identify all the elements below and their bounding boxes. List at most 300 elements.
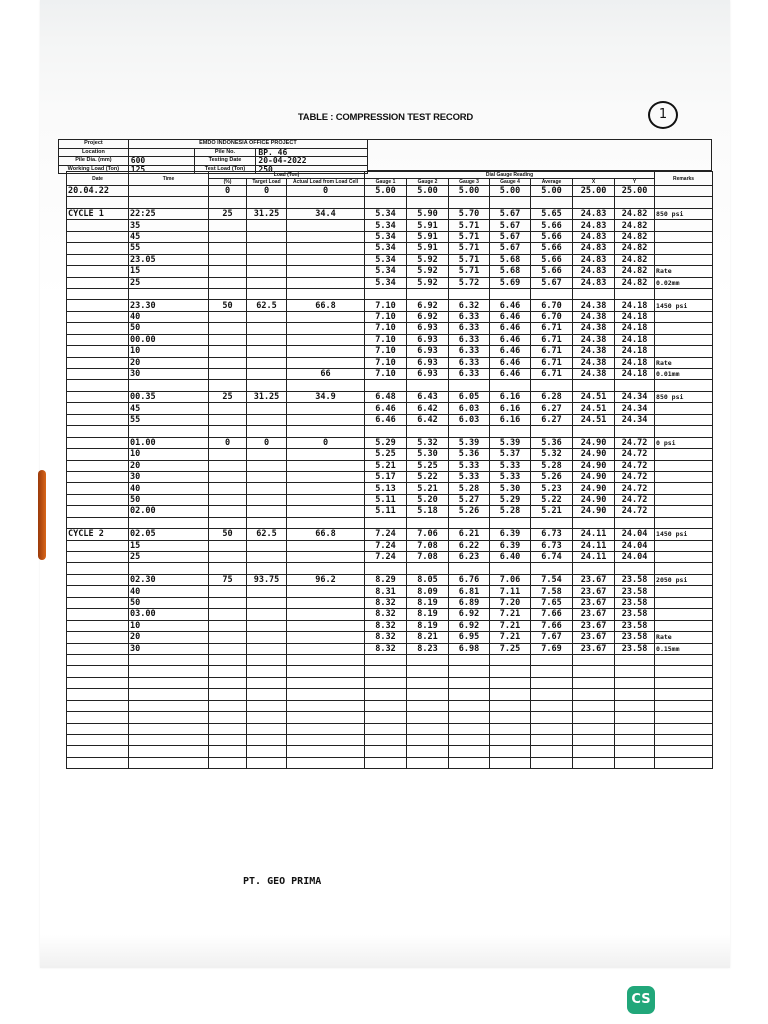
- table-cell: 66: [287, 369, 365, 380]
- table-cell: 5.23: [531, 483, 573, 494]
- table-row: [67, 735, 713, 746]
- table-row: [67, 586, 713, 597]
- table-cell: 6.98: [449, 643, 490, 654]
- table-row: [67, 757, 713, 768]
- info-row-location: [59, 148, 368, 157]
- table-cell: [67, 586, 129, 597]
- table-cell: [407, 197, 449, 208]
- table-row: [67, 449, 713, 460]
- table-cell: [209, 460, 247, 471]
- col-date: Date: [67, 172, 129, 186]
- table-cell: 7.10: [365, 357, 407, 368]
- table-cell: 02.30: [129, 574, 209, 585]
- table-cell: [615, 666, 655, 677]
- table-cell: 35: [129, 220, 209, 231]
- table-cell: 24.11: [573, 552, 615, 563]
- table-cell: 5.26: [449, 506, 490, 517]
- table-cell: [67, 597, 129, 608]
- table-cell: [615, 197, 655, 208]
- table-cell: [247, 746, 287, 757]
- table-cell: [287, 517, 365, 528]
- table-cell: 5.00: [490, 186, 531, 197]
- table-cell: [67, 563, 129, 574]
- table-cell: [67, 220, 129, 231]
- table-cell: 45: [129, 403, 209, 414]
- table-cell: [247, 277, 287, 288]
- table-cell: 24.90: [573, 506, 615, 517]
- table-cell: [655, 494, 713, 505]
- col-remarks: Remarks: [655, 172, 713, 186]
- table-cell: 5.32: [531, 449, 573, 460]
- table-cell: [615, 517, 655, 528]
- table-cell: [67, 243, 129, 254]
- table-row: [67, 403, 713, 414]
- table-cell: 0: [287, 186, 365, 197]
- table-cell: [655, 746, 713, 757]
- table-cell: [209, 334, 247, 345]
- table-cell: [655, 186, 713, 197]
- table-cell: [67, 277, 129, 288]
- table-cell: [287, 220, 365, 231]
- table-cell: [365, 426, 407, 437]
- table-cell: 7.08: [407, 540, 449, 551]
- table-cell: [287, 471, 365, 482]
- table-cell: 5.22: [531, 494, 573, 505]
- table-cell: 6.73: [531, 540, 573, 551]
- col-gauge-1: Gauge 1: [365, 179, 407, 186]
- table-cell: 6.21: [449, 529, 490, 540]
- table-cell: [209, 757, 247, 768]
- table-cell: [209, 540, 247, 551]
- table-cell: [449, 723, 490, 734]
- table-cell: 6.93: [407, 357, 449, 368]
- table-cell: [287, 357, 365, 368]
- table-row: [67, 494, 713, 505]
- table-cell: [209, 597, 247, 608]
- table-cell: 6.46: [490, 311, 531, 322]
- table-cell: 5.22: [407, 471, 449, 482]
- table-cell: [655, 231, 713, 242]
- table-cell: CYCLE 1: [67, 208, 129, 219]
- table-cell: 24.11: [573, 529, 615, 540]
- table-cell: 50: [129, 597, 209, 608]
- table-cell: [247, 563, 287, 574]
- table-cell: [287, 231, 365, 242]
- table-cell: [573, 426, 615, 437]
- table-cell: 24.34: [615, 391, 655, 402]
- table-cell: 30: [129, 369, 209, 380]
- table-cell: [247, 449, 287, 460]
- table-cell: [67, 300, 129, 311]
- table-cell: [209, 197, 247, 208]
- table-cell: [615, 757, 655, 768]
- table-cell: [655, 552, 713, 563]
- table-cell: [490, 712, 531, 723]
- table-cell: [129, 712, 209, 723]
- table-cell: [490, 517, 531, 528]
- table-cell: 24.04: [615, 540, 655, 551]
- table-cell: [287, 666, 365, 677]
- table-cell: [287, 597, 365, 608]
- table-cell: 23.58: [615, 620, 655, 631]
- table-cell: [531, 197, 573, 208]
- table-cell: 7.21: [490, 632, 531, 643]
- table-cell: [247, 620, 287, 631]
- table-cell: 24.90: [573, 483, 615, 494]
- table-cell: 5.67: [490, 208, 531, 219]
- table-cell: 5.67: [490, 220, 531, 231]
- table-row: [67, 277, 713, 288]
- table-cell: [365, 735, 407, 746]
- table-cell: 24.34: [615, 403, 655, 414]
- table-cell: [490, 197, 531, 208]
- table-cell: [247, 254, 287, 265]
- table-cell: [129, 757, 209, 768]
- table-cell: [407, 380, 449, 391]
- table-cell: [67, 254, 129, 265]
- table-cell: [67, 723, 129, 734]
- table-cell: 5.21: [531, 506, 573, 517]
- table-cell: [67, 757, 129, 768]
- table-cell: 8.19: [407, 609, 449, 620]
- table-cell: [531, 723, 573, 734]
- table-cell: 40: [129, 311, 209, 322]
- table-cell: [407, 666, 449, 677]
- table-cell: 24.82: [615, 254, 655, 265]
- table-cell: 5.28: [449, 483, 490, 494]
- table-cell: 24.82: [615, 243, 655, 254]
- table-row: [67, 609, 713, 620]
- table-cell: [490, 746, 531, 757]
- table-cell: 20: [129, 632, 209, 643]
- table-cell: [615, 746, 655, 757]
- col-gauge-3: Gauge 3: [449, 179, 490, 186]
- table-cell: 5.69: [490, 277, 531, 288]
- table-cell: 24.18: [615, 323, 655, 334]
- table-cell: [67, 414, 129, 425]
- table-cell: [209, 323, 247, 334]
- table-cell: 24.38: [573, 300, 615, 311]
- table-cell: [449, 380, 490, 391]
- table-cell: 5.20: [407, 494, 449, 505]
- table-row: [67, 266, 713, 277]
- table-cell: [67, 540, 129, 551]
- table-cell: [531, 563, 573, 574]
- table-cell: 25: [129, 552, 209, 563]
- table-cell: [67, 334, 129, 345]
- table-cell: 5.90: [407, 208, 449, 219]
- table-cell: [209, 426, 247, 437]
- table-cell: [490, 288, 531, 299]
- table-cell: [129, 666, 209, 677]
- table-cell: [287, 723, 365, 734]
- table-cell: [573, 700, 615, 711]
- table-cell: 5.11: [365, 494, 407, 505]
- table-cell: [531, 654, 573, 665]
- table-cell: 23.58: [615, 586, 655, 597]
- table-cell: 01.00: [129, 437, 209, 448]
- table-cell: 24.90: [573, 449, 615, 460]
- table-row: [67, 471, 713, 482]
- table-cell: [449, 654, 490, 665]
- table-cell: 7.11: [490, 586, 531, 597]
- table-cell: 24.83: [573, 277, 615, 288]
- table-cell: [449, 700, 490, 711]
- table-cell: 24.38: [573, 369, 615, 380]
- table-cell: [129, 723, 209, 734]
- table-cell: [209, 643, 247, 654]
- table-cell: 7.66: [531, 609, 573, 620]
- project-label: Project: [59, 140, 129, 149]
- table-cell: [247, 460, 287, 471]
- table-cell: [615, 654, 655, 665]
- table-cell: [490, 563, 531, 574]
- table-cell: [247, 654, 287, 665]
- table-cell: 24.72: [615, 483, 655, 494]
- table-cell: 7.65: [531, 597, 573, 608]
- table-cell: [573, 197, 615, 208]
- table-cell: 23.58: [615, 643, 655, 654]
- table-cell: [615, 689, 655, 700]
- table-cell: [655, 471, 713, 482]
- table-cell: [407, 426, 449, 437]
- table-cell: 5.28: [490, 506, 531, 517]
- table-cell: 5.18: [407, 506, 449, 517]
- table-cell: [67, 746, 129, 757]
- table-cell: 5.00: [531, 186, 573, 197]
- table-cell: [655, 254, 713, 265]
- table-row: [67, 540, 713, 551]
- table-cell: [287, 757, 365, 768]
- table-cell: 7.20: [490, 597, 531, 608]
- table-cell: [490, 735, 531, 746]
- table-cell: [573, 712, 615, 723]
- pile-dia-label: Pile Dia. (mm): [59, 157, 129, 166]
- camscanner-logo: CS: [627, 986, 655, 1014]
- col-pct: (%): [209, 179, 247, 186]
- table-cell: [655, 666, 713, 677]
- table-cell: 24.38: [573, 323, 615, 334]
- table-cell: 00.00: [129, 334, 209, 345]
- table-cell: 23.30: [129, 300, 209, 311]
- table-cell: 0: [209, 186, 247, 197]
- table-cell: 23.58: [615, 597, 655, 608]
- table-cell: [247, 380, 287, 391]
- table-cell: [573, 666, 615, 677]
- table-cell: 66.8: [287, 300, 365, 311]
- table-cell: [573, 288, 615, 299]
- table-cell: [531, 380, 573, 391]
- table-cell: [67, 552, 129, 563]
- table-cell: 24.82: [615, 266, 655, 277]
- table-cell: [247, 712, 287, 723]
- table-cell: [67, 689, 129, 700]
- table-cell: 24.90: [573, 437, 615, 448]
- table-row: [67, 632, 713, 643]
- table-cell: [655, 654, 713, 665]
- table-cell: [247, 586, 287, 597]
- table-cell: 24.11: [573, 540, 615, 551]
- table-cell: 5.00: [365, 186, 407, 197]
- table-row: [67, 677, 713, 688]
- table-cell: [449, 563, 490, 574]
- table-cell: 5.21: [365, 460, 407, 471]
- company-footer: PT. GEO PRIMA: [243, 876, 322, 887]
- table-cell: [655, 346, 713, 357]
- table-cell: [209, 517, 247, 528]
- table-cell: [209, 609, 247, 620]
- table-cell: [531, 712, 573, 723]
- table-cell: [449, 197, 490, 208]
- table-cell: [209, 666, 247, 677]
- table-cell: 0.01mm: [655, 369, 713, 380]
- table-cell: 5.25: [407, 460, 449, 471]
- table-cell: 5.66: [531, 254, 573, 265]
- table-cell: [615, 677, 655, 688]
- table-cell: 23.67: [573, 574, 615, 585]
- table-cell: 24.18: [615, 300, 655, 311]
- table-cell: [407, 689, 449, 700]
- table-cell: 5.66: [531, 231, 573, 242]
- table-cell: [490, 757, 531, 768]
- table-row: [67, 311, 713, 322]
- table-cell: [287, 277, 365, 288]
- table-cell: [573, 563, 615, 574]
- table-cell: [573, 723, 615, 734]
- table-cell: [209, 494, 247, 505]
- test-load-label: Test Load (Ton): [194, 165, 256, 174]
- table-cell: 23.67: [573, 643, 615, 654]
- table-cell: [247, 517, 287, 528]
- table-cell: 6.81: [449, 586, 490, 597]
- table-cell: Rate: [655, 357, 713, 368]
- table-cell: [247, 288, 287, 299]
- table-cell: 8.31: [365, 586, 407, 597]
- table-cell: 03.00: [129, 609, 209, 620]
- table-cell: [67, 323, 129, 334]
- table-row: [67, 426, 713, 437]
- table-cell: [531, 517, 573, 528]
- table-cell: [287, 334, 365, 345]
- table-cell: 24.04: [615, 552, 655, 563]
- table-cell: [573, 689, 615, 700]
- page-shadow: [40, 935, 730, 968]
- table-cell: [655, 311, 713, 322]
- table-cell: [573, 735, 615, 746]
- table-cell: [287, 266, 365, 277]
- table-cell: [67, 380, 129, 391]
- table-cell: 6.32: [449, 300, 490, 311]
- table-cell: [407, 723, 449, 734]
- table-cell: 7.10: [365, 323, 407, 334]
- table-cell: 5.67: [490, 243, 531, 254]
- table-cell: 5.11: [365, 506, 407, 517]
- table-cell: [407, 700, 449, 711]
- table-cell: [287, 323, 365, 334]
- table-cell: [247, 231, 287, 242]
- table-cell: [531, 735, 573, 746]
- table-cell: [287, 403, 365, 414]
- table-cell: 23.67: [573, 597, 615, 608]
- page-title: TABLE : COMPRESSION TEST RECORD: [297, 112, 474, 123]
- table-cell: [67, 609, 129, 620]
- table-cell: 0.02mm: [655, 277, 713, 288]
- working-load-label: Working Load (Ton): [59, 165, 129, 174]
- table-cell: [655, 620, 713, 631]
- info-row-dia: [59, 157, 368, 166]
- table-cell: 62.5: [247, 529, 287, 540]
- table-cell: 6.73: [531, 529, 573, 540]
- table-cell: CYCLE 2: [67, 529, 129, 540]
- table-cell: 5.33: [449, 460, 490, 471]
- table-cell: 5.37: [490, 449, 531, 460]
- table-cell: [655, 757, 713, 768]
- table-cell: 55: [129, 414, 209, 425]
- table-cell: [209, 220, 247, 231]
- table-cell: 6.33: [449, 346, 490, 357]
- table-cell: [531, 700, 573, 711]
- header-row-1: [67, 172, 713, 179]
- table-cell: [67, 654, 129, 665]
- table-cell: 7.54: [531, 574, 573, 585]
- table-cell: [67, 506, 129, 517]
- table-cell: [209, 369, 247, 380]
- table-cell: 25.00: [615, 186, 655, 197]
- table-cell: [209, 654, 247, 665]
- table-cell: 30: [129, 471, 209, 482]
- table-cell: [655, 334, 713, 345]
- table-cell: [655, 426, 713, 437]
- table-cell: [209, 746, 247, 757]
- table-cell: 7.66: [531, 620, 573, 631]
- table-cell: 5.00: [407, 186, 449, 197]
- testing-date-value: 20-04-2022: [256, 157, 368, 166]
- table-cell: [209, 632, 247, 643]
- table-cell: 0: [209, 437, 247, 448]
- table-cell: [449, 288, 490, 299]
- table-cell: [407, 563, 449, 574]
- table-cell: 5.71: [449, 266, 490, 277]
- table-cell: [573, 757, 615, 768]
- table-cell: [67, 197, 129, 208]
- table-cell: [247, 243, 287, 254]
- table-cell: 7.10: [365, 346, 407, 357]
- table-cell: [247, 369, 287, 380]
- table-cell: 6.03: [449, 414, 490, 425]
- table-cell: 5.00: [449, 186, 490, 197]
- table-cell: [247, 632, 287, 643]
- table-cell: 6.05: [449, 391, 490, 402]
- table-cell: 6.46: [490, 323, 531, 334]
- table-cell: 5.34: [365, 254, 407, 265]
- table-cell: 5.67: [490, 231, 531, 242]
- table-cell: 24.72: [615, 449, 655, 460]
- table-cell: 8.19: [407, 597, 449, 608]
- table-cell: 24.82: [615, 208, 655, 219]
- table-cell: 24.18: [615, 334, 655, 345]
- table-cell: 6.93: [407, 334, 449, 345]
- table-cell: [129, 563, 209, 574]
- table-cell: 24.38: [573, 357, 615, 368]
- table-cell: 8.32: [365, 609, 407, 620]
- table-cell: [655, 380, 713, 391]
- table-cell: 5.34: [365, 208, 407, 219]
- table-cell: [247, 414, 287, 425]
- table-cell: 7.24: [365, 552, 407, 563]
- table-cell: 5.66: [531, 266, 573, 277]
- table-cell: [655, 689, 713, 700]
- table-cell: [129, 654, 209, 665]
